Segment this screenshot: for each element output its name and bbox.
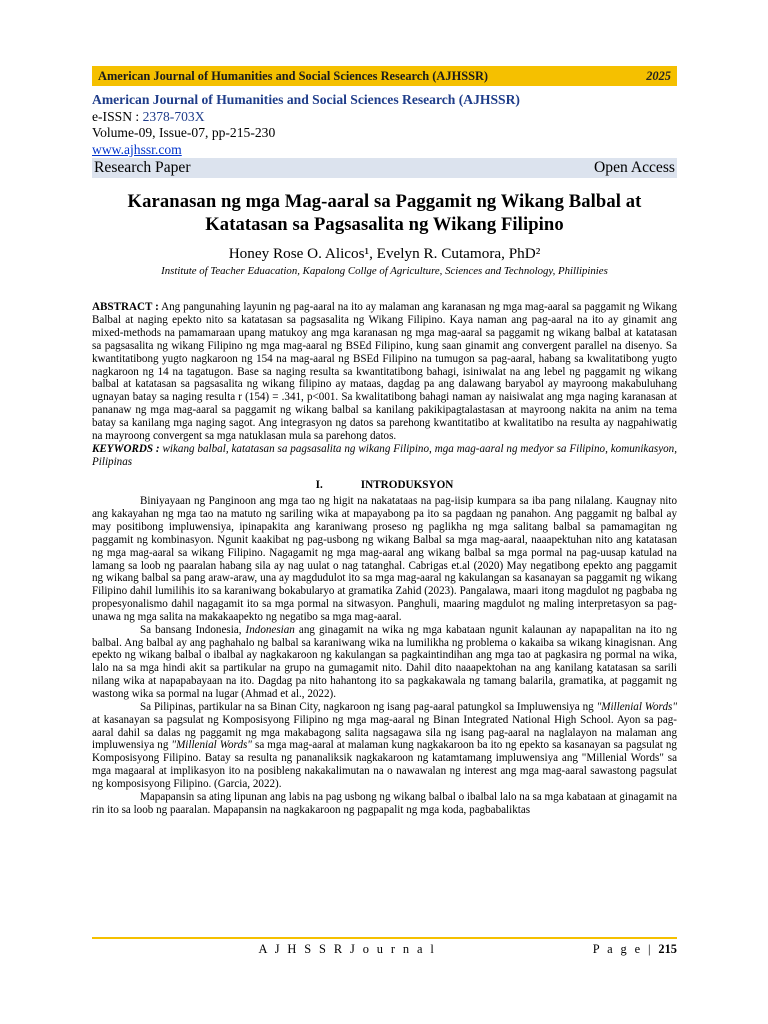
paper-title-line-2: Katatasan sa Pagsasalita ng Wikang Filipino xyxy=(205,214,564,236)
issn-line xyxy=(92,109,677,126)
footer-page-number: 215 xyxy=(658,942,677,956)
abstract-text: Ang pangunahing layunin ng pag-aaral na ito ay malaman ang karanasan ng mga mag-aaral sa paggamit ng Wikang Balbal at naging epekto nito sa katatasan sa pagsasalita ng Wikang Filipino. Kaya naman ang pag-aaral na ito ay ginamit ang mixed-methods na pamamaraan upang matukoy ang mga karanasan ng mga mag-aaral sa paggamit ng wikang balbal at katatasan sa pagsasalita ng wikang Filipino ng mga mag-aaral ng BSEd Filipino, kung saan ginamit ang convergent parallel na disenyo. Sa kwantitatibong yugto nagkaroon ng 154 na mag-aaral ng BSEd Filipino na tumugon sa pag-aaral, habang sa kwalitatibong yugto nagkaroon ng 14 na tagatugon. Base sa naging resulta sa kwantitatibong bahagi, isiniwalat na ang lebel ng paggamit ng wikang balbal at katatasan sa pagsasalita ng wikang filipino ay mataas, dagdag pa ang dalawang baryabol ay mayroong makabuluhang ugnayan batay sa naging resulta r (154) = .341, p<001. Sa kwalitatibong bahagi naman ay naisiwalat ang mga naging karanasan at pananaw ng mga mag-aaral sa paggamit ng wikang balbal sa kanilang pakikipagtalastasan at mayroong nakita na anim na tema batay sa kanilang mga naging sagot. Ang integrasyon ng datos sa parehong kwantitatibo at kwalitatibo na resulta ay nagpahiwatig na mayroong convergent sa mga natuklasan mula sa parehong datos. xyxy=(92,301,677,442)
section-heading xyxy=(92,479,677,491)
banner-journal-name: American Journal of Humanities and Social Sciences Research (AJHSSR) xyxy=(98,68,489,83)
paragraph-2 xyxy=(92,624,677,701)
journal-title: American Journal of Humanities and Social Sciences Research (AJHSSR) xyxy=(92,92,520,107)
journal-info xyxy=(92,92,677,158)
paper-page xyxy=(92,66,677,816)
issn-label: e-ISSN : xyxy=(92,108,143,124)
banner-year: 2025 xyxy=(646,68,671,83)
body-text xyxy=(92,495,677,816)
abstract-label: ABSTRACT : xyxy=(92,301,159,314)
open-access-label: Open Access xyxy=(594,159,675,177)
keywords-text: wikang balbal, katatasan sa pagsasalita ng wikang Filipino, mga mag-aaral ng medyor sa Filipino, komunikasyon, Pilipinas xyxy=(92,442,677,468)
paragraph-4: Mapapansin sa ating lipunan ang labis na pag usbong ng wikang balbal o ibalbal lalo na sa mga kabataan at ginagamit na rin ito sa loob ng paaralan. Mapapansin na nagkakaroon ng pagpapalit ng mga koda, pagbabaliktas xyxy=(92,790,677,816)
website-link[interactable]: www.ajhssr.com xyxy=(92,141,182,157)
volume-line: Volume-09, Issue-07, pp-215-230 xyxy=(92,125,276,141)
keywords xyxy=(92,443,677,469)
page-footer xyxy=(92,937,677,957)
paper-type-label: Research Paper xyxy=(94,159,191,177)
paragraph-3-emphasis-1: "Millenial Words" xyxy=(596,700,677,713)
paper-title-line-1: Karanasan ng mga Mag-aaral sa Paggamit ng Wikang Balbal at xyxy=(127,191,642,213)
paragraph-2-emphasis: Indonesian xyxy=(245,623,295,636)
footer-page xyxy=(593,942,677,957)
paragraph-3 xyxy=(92,701,677,791)
journal-banner xyxy=(92,66,677,86)
paragraph-2-part-b: ang ginagamit na wika ng mga kabataan ngunit kalaunan ay napapalitan na ito ng balbal. Ang balbal ay ang paghahalo ng balbal sa karaniwang wika na lumilikha ng problema o kakaiba sa wikang kinagisnan. Ang epekto ng wikang balbal o ibalbal ay nagkakaroon ng kakulangan sa pagkaintindihan ang mga tao at pagkasira ng pormal na wika, lalo na sa mga hindi akit sa partikular na grupo na gumagamit nito. Dahil dito naaapektohan na ang kanilang katatasan sa sarili nilang wika at napapabayaan na ito. Dagdag pa nito hahantong ito sa pagkakawala ng tamang balarila, gramatika, at paggamit ng wastong wika sa pormal na lugar (Ahmad et al., 2022). xyxy=(92,623,677,700)
paragraph-3-part-a: Sa Pilipinas, partikular na sa Binan City, nagkaroon ng isang pag-aaral patungkol sa Impluwensiya ng xyxy=(140,700,597,713)
keywords-label: KEYWORDS : xyxy=(92,442,160,455)
issn-value: 2378-703X xyxy=(142,108,205,124)
paragraph-2-part-a: Sa bansang Indonesia, xyxy=(140,623,246,636)
paper-type-bar xyxy=(92,158,677,178)
authors: Honey Rose O. Alicos¹, Evelyn R. Cutamora, PhD² xyxy=(228,245,541,263)
footer-journal: A J H S S R J o u r n a l xyxy=(258,942,437,956)
paper-title xyxy=(92,190,677,236)
section-number: I. xyxy=(315,479,323,492)
section-title: INTRODUKSYON xyxy=(360,479,454,492)
footer-page-label: P a g e | xyxy=(592,942,659,956)
abstract xyxy=(92,301,677,442)
paragraph-1: Biniyayaan ng Panginoon ang mga tao ng higit na nakatataas na pag-iisip kumpara sa iba pang nilalang. Kaugnay nito ang kakayahan ng mga tao na matuto ng sariling wika at mapayabong pa ito sa pagdaan ng panahon. Ang paggamit ng balbal ay may positibong impluwensiya, ipinapakita ang karaniwang proseso ng paglikha ng mga salitang balbal sa pamamagitan ng paggamit ng kombinasyon. Ngunit kaakibat ng pag-usbong ng wikang Balbal sa mga mag-aaral, naaapektuhan nito ang katatasan ng mga mag-aaral sa wikang Filipino. Nagagamit ng mga mag-aaral ang wikang balbal sa mga pormal na pag-uusap katulad na lamang sa loob ng paaralan habang sila ay nag uulat o nag tatanghal. Cabrigas et.al (2020) May negatibong epekto ang paggamit ng wikang balbal sa pang araw-araw, una ay magdudulot ito sa mga mag-aaral ng kakulangan sa kasanayan sa paggamit ng wikang Filipino dahil lumilihis ito sa karaniwang bokabularyo at gramatika Zahid (2023). Pangalawa, maari itong magdulot ng pagbaba ng propesyonalismo dahil nagagamit ito sa mga pormal na sitwasyon. Panghuli, maaring magdulot ng maling interpretasyon sa pag-unawa ng mga salita na makakaapekto ng negatibo sa mga mag-aaral. xyxy=(92,495,677,623)
paragraph-3-part-b: at kasanayan sa pagsulat ng Komposisyong Filipino ng mga mag-aaral ng Binan Integrated National High School. Ayon sa pag-aaral dahil sa dalas ng paggamit ng mga makabagong salita nagsagawa sila ng isang pag-aaral na naglalayon na malaman ang impluwensiya ng xyxy=(92,713,677,752)
affiliation: Institute of Teacher Eduacation, Kapalong Collge of Agriculture, Sciences and Technology, Phillipinies xyxy=(161,265,608,278)
paragraph-3-part-c: sa mga mag-aaral at malaman kung nagkakaroon ba ito ng epekto sa kasanayan sa pagsulat ng Komposisyong Filipino. Batay sa resulta ng pananaliksik nagkakaroon ng katamtamang impluwensiya ang "Millenial Words" sa mga magaaral at implikasyon ito na posibleng nakakalimutan na o nawawalan ng interest ang mga mag-aaral sawastong pagsulat ng komposisyong Filipino. (Garcia, 2022). xyxy=(92,739,677,790)
paragraph-3-emphasis-2: "Millenial Words" xyxy=(171,739,252,752)
